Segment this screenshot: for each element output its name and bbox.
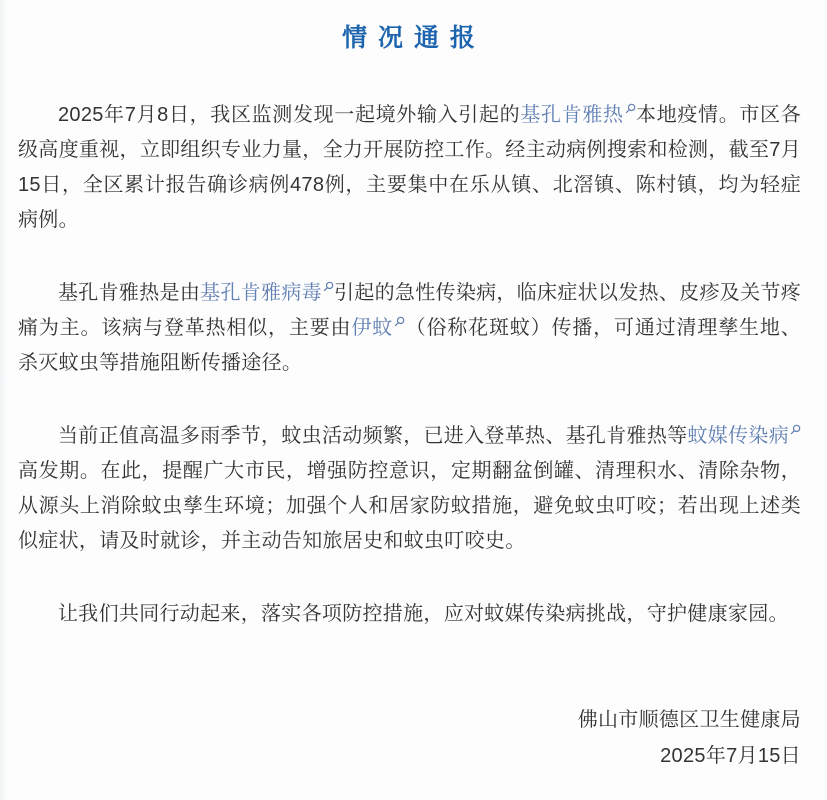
paragraph-disease-info: [18, 276, 801, 381]
notice-body: [18, 98, 801, 632]
entity-search-icon[interactable]: [394, 316, 405, 327]
entity-link-mosquito-borne-disease[interactable]: [687, 425, 801, 447]
entity-search-icon[interactable]: [790, 424, 801, 435]
entity-link-label[interactable]: 伊蚊: [351, 317, 394, 339]
paragraph-call-to-action: [18, 597, 801, 632]
body-text: 当前正值高温多雨季节，蚊虫活动频繁，已进入登革热、基孔肯雅热等: [58, 425, 688, 447]
body-text: （俗称花斑蚊）传播，可通过清理孳生地、杀灭蚊虫等措施阻断传播途径。: [18, 317, 801, 374]
entity-link-aedes-mosquito[interactable]: [351, 317, 405, 339]
body-text: 基孔肯雅热是由: [58, 282, 201, 304]
body-text: 引起的急性传染病，临床症状以发热、皮疹及关节疼痛为主。该病与登革热相似，主要由: [18, 282, 801, 339]
signature-date: 2025年7月15日: [660, 745, 801, 767]
page-title: 情 况 通 报: [342, 24, 477, 52]
entity-link-label[interactable]: 基孔肯雅病毒: [200, 282, 322, 304]
body-text: 2025年7月8日，我区监测发现一起境外输入引起的: [58, 104, 521, 126]
signature-org: 佛山市顺德区卫生健康局: [577, 709, 801, 731]
paragraph-public-reminder: [18, 419, 801, 559]
entity-link-label[interactable]: 基孔肯雅热: [520, 104, 624, 126]
body-text: 高发期。在此，提醒广大市民，增强防控意识，定期翻盆倒罐、清理积水、清除杂物，从源头上消除蚊虫孳生环境；加强个人和居家防蚊措施，避免蚊虫叮咬；若出现上述类似症状，请及时就诊，并主动告知旅居史和蚊虫叮咬史。: [18, 460, 801, 552]
body-text: 让我们共同行动起来，落实各项防控措施，应对蚊媒传染病挑战，守护健康家园。: [58, 603, 789, 625]
entity-link-chikungunya-fever[interactable]: [520, 104, 635, 126]
body-text: 本地疫情。市区各级高度重视，立即组织专业力量，全力开展防控工作。经主动病例搜索和检测，截至7月15日，全区累计报告确诊病例478例，主要集中在乐从镇、北滘镇、陈村镇，均为轻症病例。: [18, 104, 801, 231]
signature-block: [18, 702, 801, 774]
entity-link-chikungunya-virus[interactable]: [200, 282, 334, 304]
entity-link-label[interactable]: 蚊媒传染病: [687, 425, 789, 447]
paragraph-outbreak-report: [18, 98, 801, 238]
entity-search-icon[interactable]: [323, 281, 334, 292]
entity-search-icon[interactable]: [625, 103, 636, 114]
